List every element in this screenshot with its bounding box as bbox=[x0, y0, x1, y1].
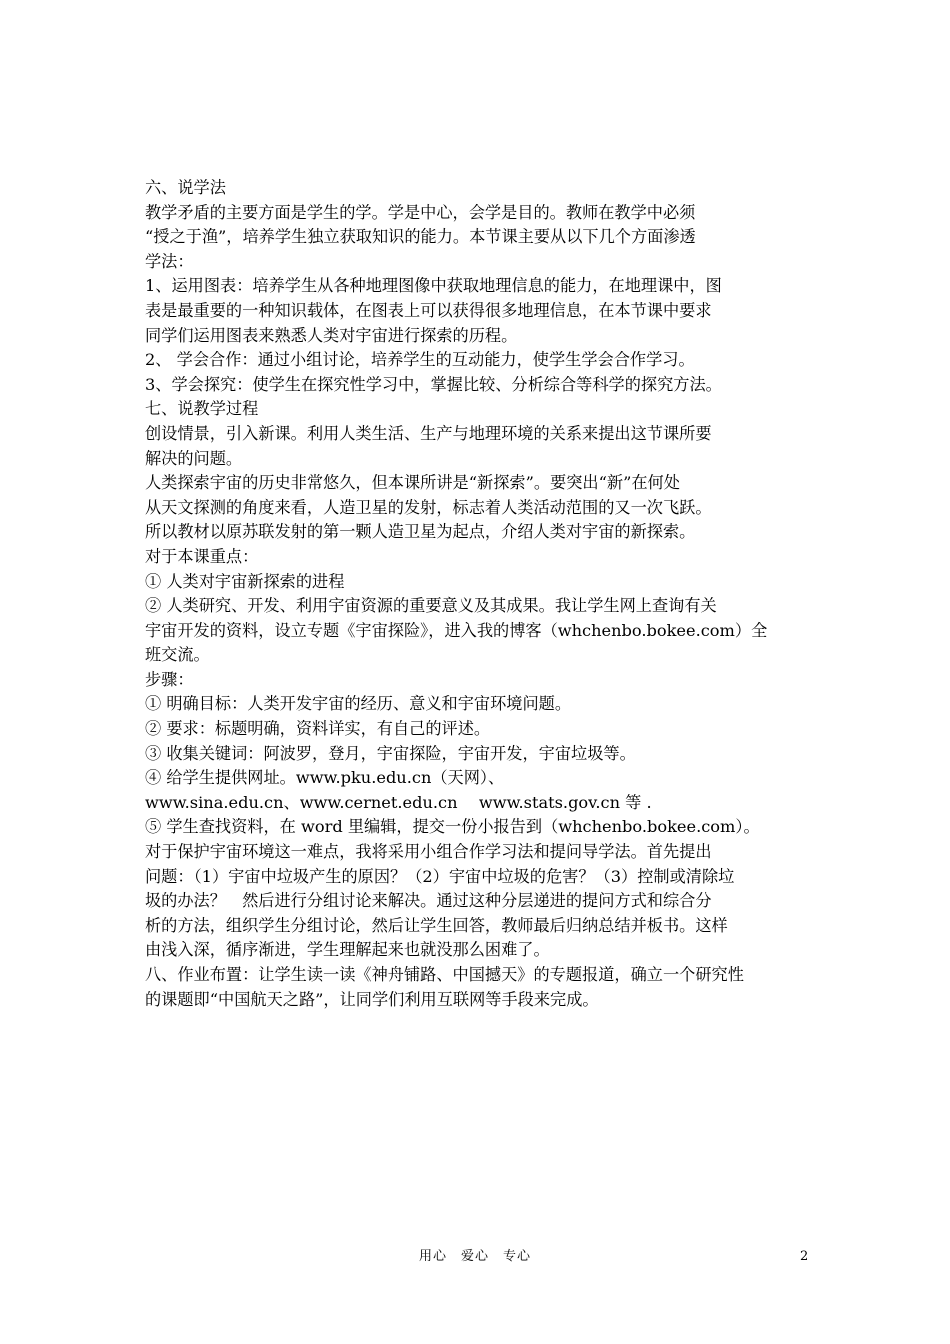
text-line: “授之于渔”，培养学生独立获取知识的能力。本节课主要从以下几个方面渗透 bbox=[145, 227, 696, 247]
list-item: ① 明确目标：人类开发宇宙的经历、意义和宇宙环境问题。 bbox=[145, 694, 572, 714]
text-line: 从天文探测的角度来看，人造卫星的发射，标志着人类活动范围的又一次飞跃。 bbox=[145, 497, 712, 517]
footer-motto: 用心 爱心 专心 bbox=[418, 1249, 531, 1264]
list-item: ③ 收集关键词：阿波罗，登月，宇宙探险，宇宙开发，宇宙垃圾等。 bbox=[145, 743, 636, 763]
text-line: 宇宙开发的资料，设立专题《宇宙探险》，进入我的博客（whchenbo.bokee.com）全 bbox=[145, 620, 768, 640]
text-line: 圾的办法？ 然后进行分组讨论来解决。通过这种分层递进的提问方式和综合分 bbox=[145, 891, 712, 911]
text-line: www.sina.edu.cn、www.cernet.edu.cn www.stats.gov.cn 等 . bbox=[145, 792, 652, 812]
section-heading-teaching-process: 七、说教学过程 bbox=[145, 399, 259, 419]
text-line: 问题：（1）宇宙中垃圾产生的原因？（2）宇宙中垃圾的危害？（3）控制或清除垃 bbox=[145, 866, 735, 886]
text-line: 对于保护宇宙环境这一难点，我将采用小组合作学习法和提问导学法。首先提出 bbox=[145, 842, 712, 862]
section-heading-homework: 八、作业布置：让学生读一读《神舟铺路、中国撼天》的专题报道，确立一个研究性 bbox=[145, 965, 744, 984]
text-line: 同学们运用图表来熟悉人类对宇宙进行探索的历程。 bbox=[145, 325, 518, 345]
list-item: ④ 给学生提供网址。www.pku.edu.cn（天网）、 bbox=[145, 768, 505, 788]
list-item: ⑤ 学生查找资料，在 word 里编辑，提交一份小报告到（whchenbo.bokee.com）。 bbox=[145, 817, 760, 837]
text-line: 步骤： bbox=[145, 669, 194, 689]
text-line: 人类探索宇宙的历史非常悠久，但本课所讲是“新探索”。要突出“新”在何处 bbox=[145, 473, 680, 493]
text-line: 2、 学会合作：通过小组讨论，培养学生的互动能力，使学生学会合作学习。 bbox=[145, 350, 695, 370]
text-line: 表是最重要的一种知识载体，在图表上可以获得很多地理信息，在本节课中要求 bbox=[145, 300, 712, 320]
page-number: 2 bbox=[800, 1249, 809, 1264]
list-item: ② 要求：标题明确，资料详实，有自己的评述。 bbox=[145, 719, 491, 739]
text-line: 创设情景，引入新课。利用人类生活、生产与地理环境的关系来提出这节课所要 bbox=[145, 423, 712, 443]
list-item: ② 人类研究、开发、利用宇宙资源的重要意义及其成果。我让学生网上查询有关 bbox=[145, 596, 717, 616]
text-line: 的课题即“中国航天之路”，让同学们利用互联网等手段来完成。 bbox=[145, 989, 599, 1009]
text-line: 教学矛盾的主要方面是学生的学。学是中心，会学是目的。教师在教学中必须 bbox=[145, 202, 696, 222]
text-line: 所以教材以原苏联发射的第一颗人造卫星为起点，介绍人类对宇宙的新探索。 bbox=[145, 522, 696, 542]
text-line: 由浅入深，循序渐进，学生理解起来也就没那么困难了。 bbox=[145, 940, 550, 960]
text-line: 1、运用图表：培养学生从各种地理图像中获取地理信息的能力，在地理课中，图 bbox=[145, 276, 722, 296]
section-heading-study-methods: 六、说学法 bbox=[145, 178, 226, 197]
text-line: 对于本课重点： bbox=[145, 546, 259, 566]
list-item: ① 人类对宇宙新探索的进程 bbox=[145, 571, 345, 591]
document-body bbox=[145, 176, 815, 1012]
text-line: 学法： bbox=[145, 251, 194, 271]
text-line: 3、学会探究：使学生在探究性学习中，掌握比较、分析综合等科学的探究方法。 bbox=[145, 374, 722, 394]
text-line: 班交流。 bbox=[145, 645, 210, 665]
text-line: 析的方法，组织学生分组讨论，然后让学生回答，教师最后归纳总结并板书。这样 bbox=[145, 915, 728, 935]
text-line: 解决的问题。 bbox=[145, 448, 243, 468]
